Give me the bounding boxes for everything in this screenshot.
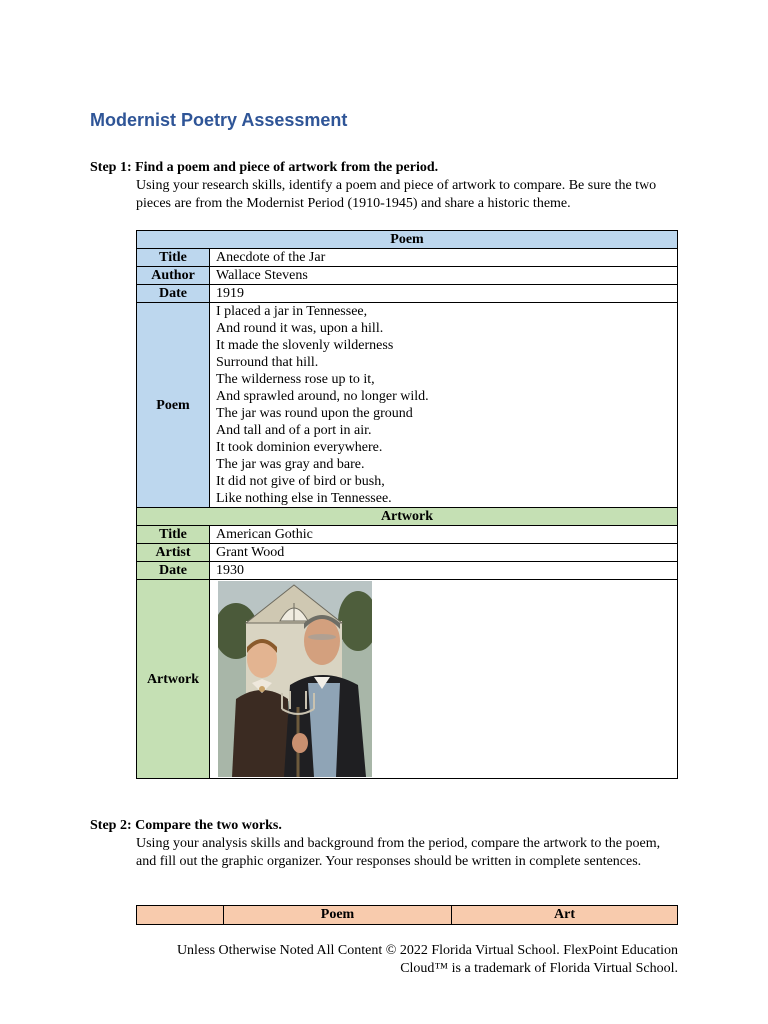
table-row	[137, 562, 678, 580]
artwork-artist-label: Artist	[137, 544, 210, 562]
table-row	[137, 580, 678, 779]
poem-date-value: 1919	[210, 285, 678, 303]
graphic-organizer-table	[136, 905, 678, 925]
poem-line: It did not give of bird or bush,	[216, 474, 385, 489]
artwork-artist-value: Grant Wood	[210, 544, 678, 562]
organizer-header-row	[137, 906, 678, 925]
poem-line: And round it was, upon a hill.	[216, 321, 384, 336]
poem-line: Like nothing else in Tennessee.	[216, 491, 392, 506]
artwork-date-label: Date	[137, 562, 210, 580]
poem-title-label: Title	[137, 249, 210, 267]
poem-author-value: Wallace Stevens	[210, 267, 678, 285]
organizer-blank-header	[137, 906, 224, 925]
document-title: Modernist Poetry Assessment	[90, 110, 348, 130]
poem-section-header: Poem	[137, 231, 678, 249]
poem-date-label: Date	[137, 285, 210, 303]
artwork-image-label: Artwork	[137, 580, 210, 779]
poem-line: The jar was round upon the ground	[216, 406, 413, 421]
artwork-date-value: 1930	[210, 562, 678, 580]
poem-line: Surround that hill.	[216, 355, 319, 370]
poem-author-label: Author	[137, 267, 210, 285]
artwork-section-header-row	[137, 508, 678, 526]
poem-line: I placed a jar in Tennessee,	[216, 304, 368, 319]
artwork-title-value: American Gothic	[210, 526, 678, 544]
poem-line: The wilderness rose up to it,	[216, 372, 375, 387]
artwork-image-cell	[210, 580, 678, 779]
table-row	[137, 285, 678, 303]
artwork-section-header: Artwork	[137, 508, 678, 526]
poem-line: It took dominion everywhere.	[216, 440, 383, 455]
poem-line: The jar was gray and bare.	[216, 457, 365, 472]
step1-instructions: Using your research skills, identify a poem and piece of artwork to compare. Be sure the two pieces are from the Modernist Period (1910-1945) and share a historic theme.	[136, 178, 657, 211]
poem-section-header-row	[137, 231, 678, 249]
footer-line-2: Cloud™ is a trademark of Florida Virtual School.	[400, 961, 678, 976]
step1-heading: Step 1: Find a poem and piece of artwork from the period.	[90, 160, 439, 175]
table-row	[137, 303, 678, 508]
poem-line: It made the slovenly wilderness	[216, 338, 394, 353]
poem-line: And sprawled around, no longer wild.	[216, 389, 429, 404]
poem-text	[210, 303, 678, 508]
table-row	[137, 267, 678, 285]
organizer-poem-header: Poem	[224, 906, 452, 925]
step2-heading: Step 2: Compare the two works.	[90, 818, 282, 833]
organizer-art-header: Art	[452, 906, 678, 925]
footer-line-1: Unless Otherwise Noted All Content © 2022 Florida Virtual School. FlexPoint Education	[176, 943, 678, 958]
step2-instructions: Using your analysis skills and background from the period, compare the artwork to the poem, and fill out the graphic organizer. Your responses should be written in complete sentences.	[136, 836, 661, 869]
poem-text-label: Poem	[137, 303, 210, 508]
table-row	[137, 249, 678, 267]
american-gothic-painting	[218, 581, 372, 777]
table-row	[137, 544, 678, 562]
artwork-title-label: Title	[137, 526, 210, 544]
poem-line: And tall and of a port in air.	[216, 423, 372, 438]
copyright-footer	[120, 942, 678, 978]
poem-title-value: Anecdote of the Jar	[210, 249, 678, 267]
table-row	[137, 526, 678, 544]
poem-artwork-table	[136, 230, 678, 779]
